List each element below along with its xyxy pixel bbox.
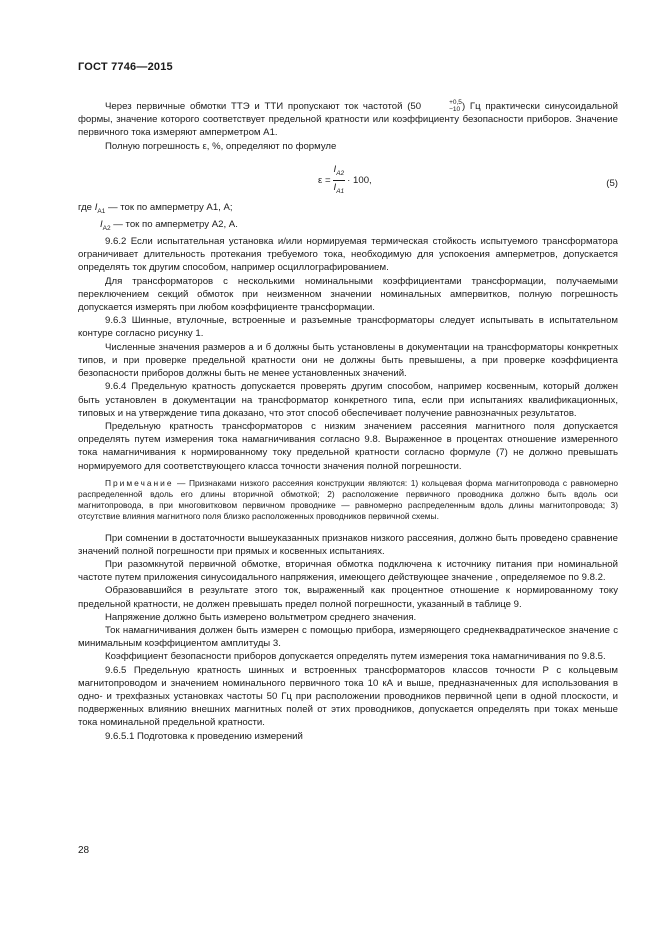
paragraph-multi-ratio: Для трансформаторов с несколькими номинальными коэффициентами трансформации, получаемыми переключением секций обмоток при неизменном значении номинальных ампервитков, полную погрешность допускается измерять при любом коэффициенте трансформации. [78, 275, 618, 314]
paragraph-safety-factor: Коэффициент безопасности приборов допускается определять путем измерения тока намагничивания по 9.8.5. [105, 651, 606, 663]
paragraph-current: Образовавшийся в результате этого ток, выраженный как процентное отношение к нормированному току предельной кратности, не должен превышать предел полной погрешности, указанный в таблице 9. [78, 585, 618, 610]
formula-block [78, 157, 618, 201]
paragraph-9-6-4: 9.6.4 Предельную кратность допускается проверять другим способом, например косвенным, который должен быть установлен в документации на трансформатор конкретного типа, если при испытаниях квалификационных, типовых и на утверждение типа доказано, что этот способ обеспечивает получение равнозначных результатов. [78, 381, 618, 419]
equation-number: (5) [606, 177, 618, 189]
paragraph-magnetizing: Ток намагничивания должен быть измерен с помощью прибора, измеряющего среднеквадратическое значение с минимальным коэффициентом амплитуды 3. [78, 624, 618, 650]
paragraph-low-leakage: Предельную кратность трансформаторов с низким значением рассеяния магнитного поля допускается определять путем измерения тока намагничивания согласно 9.8. Выраженное в процентах отношение измеренного тока намагничивания к нормированному току предельной кратности согласно формуле (7) не должно превышать нормируемого для соответствующего класса точности значения полной погрешности. [78, 420, 618, 472]
where-line-1: где $I_{A1}$ — ток по амперметру А1, А; [78, 201, 233, 215]
p1-text-b: ) Гц практически синусоидальной формы, значение которого соответствует предельной кратности или коэффициенту безопасности приборов. Значение первичного тока измеряют амперметром А1. [78, 101, 618, 139]
formula-denominator: $I_{A1}$ [333, 181, 345, 195]
p1-text-a: Через первичные обмотки ТТЭ и ТТИ пропускают ток частотой ( [105, 101, 411, 113]
where-line-2: $I_{A2}$ — ток по амперметру А2, А. [100, 218, 238, 232]
paragraph-open-circuit: При разомкнутой первичной обмотке, вторичная обмотка подключена к источнику питания при номинальной частоте путем приложения синусоидального напряжения, имеющего действующее значение , определяемое по 9.8.2. [78, 558, 618, 584]
paragraph-voltage: Напряжение должно быть измерено вольтметром среднего значения. [105, 611, 417, 623]
frequency-tolerance [422, 100, 462, 113]
main-text [78, 100, 618, 743]
tolerance-up: +0,5 [449, 99, 462, 106]
paragraph-dimensions: Численные значения размеров a и б должны быть установлены в документации на трансформаторы конкретных типов, и при проверке предельной кратности они не должны быть превышены, а при проверке коэффициента безопасности приборов должны быть не менее установленных значений. [78, 341, 618, 380]
paragraph-9-6-2: 9.6.2 Если испытательная установка и/или нормируемая термическая стойкость испытуемого трансформатора ограничивает длительность протекания требуемого тока, необходимую для успокоения амперметров, допускается определять ток другим способом, например осциллографированием. [78, 236, 618, 274]
paragraph-formula-intro: Полную погрешность ε, %, определяют по формуле [105, 140, 337, 152]
paragraph-9-6-5-1: 9.6.5.1 Подготовка к проведению измерений [105, 730, 303, 742]
document-header: ГОСТ 7746—2015 [78, 61, 173, 73]
formula-numerator: $I_{A2}$ [333, 163, 346, 181]
note-text: — Признаками низкого рассеяния конструкции являются: 1) кольцевая форма магнитопровода с равномерно распределенной вдоль его длины вторичной обмоткой; 2) расположение первичного проводника должно быть вдоль оси магнитопровода, в при многовитковом первичном проводнике — равномерно распределенным вдоль длины магнитопровода; 3) отсутствие влияния магнитного поля близко расположенных проводников первичной схемы. [78, 477, 618, 522]
paragraph-9-6-3: 9.6.3 Шинные, втулочные, встроенные и разъемные трансформаторы следует испытывать в испытательном контуре согласно рисунку 1. [78, 315, 618, 340]
note-label: Примечание [105, 477, 174, 488]
formula-fraction [333, 163, 346, 198]
paragraph-9-6-5: 9.6.5 Предельную кратность шинных и встроенных трансформаторов классов точности Р с кольцевым магнитопроводом и значением номинального первичного тока 10 кА и выше, предназначенных для использования в одно- и трехфазных установках частоты 50 Гц при расположении проводников первичной цепи в одной плоскости, и подверженных влиянию внешних магнитных полей от этих проводников, допускается определять при токах меньше тока номинальной предельной кратности. [78, 664, 618, 729]
page-number: 28 [78, 845, 90, 856]
tolerance-down: −10 [449, 105, 461, 113]
formula [318, 163, 372, 198]
formula-rhs: · 100, [347, 174, 372, 186]
paragraph-frequency [78, 100, 618, 140]
paragraph-doubt: При сомнении в достаточности вышеуказанных признаков низкого рассеяния, должно быть проведено сравнение значений полной погрешности при прямых и косвенных испытаниях. [78, 532, 618, 557]
note [78, 478, 618, 523]
frequency-value: 50 [410, 101, 422, 113]
formula-lhs: ε = [318, 174, 331, 186]
